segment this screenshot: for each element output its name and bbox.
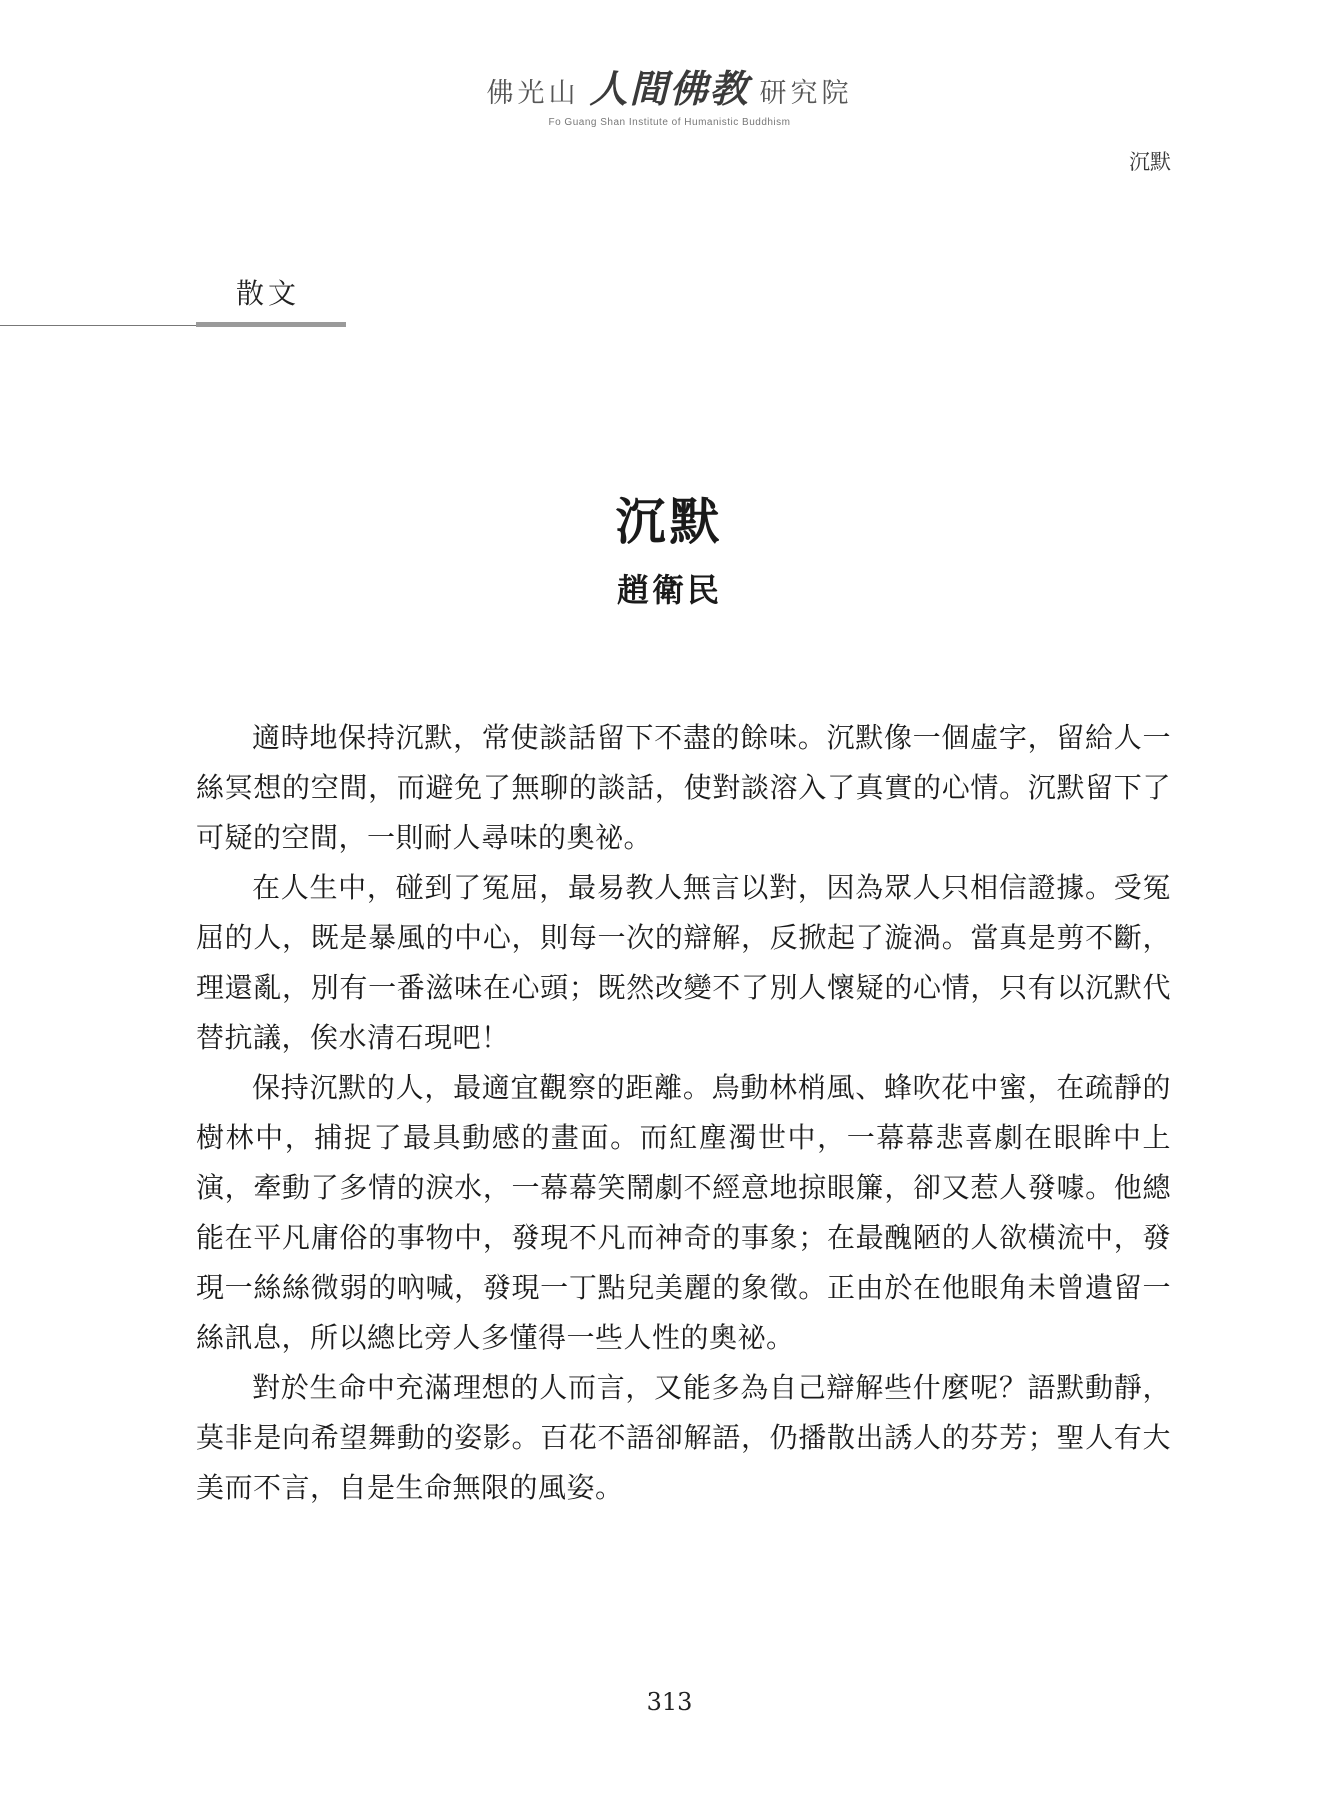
- running-head: 沉默: [1129, 150, 1171, 174]
- paragraph-4: 對於生命中充滿理想的人而言，又能多為自己辯解些什麼呢？語默動靜，莫非是向希望舞動的姿影。百花不語卻解語，仍播散出誘人的芬芳；聖人有大美而不言，自是生命無限的風姿。: [196, 1371, 1171, 1504]
- logo-suffix: 研究院: [759, 78, 853, 109]
- page-number: 313: [646, 1688, 693, 1716]
- paragraph-3: 保持沉默的人，最適宜觀察的距離。鳥動林梢風、蜂吹花中蜜，在疏靜的樹林中，捕捉了最具動感的畫面。而紅塵濁世中，一幕幕悲喜劇在眼眸中上演，牽動了多情的淚水，一幕幕笑鬧劇不經意地掠眼簾，卻又惹人發噱。他總能在平凡庸俗的事物中，發現不凡而神奇的事象；在最醜陋的人欲橫流中，發現一絲絲微弱的吶喊，發現一丁點兒美麗的象徵。正由於在他眼角未曾遺留一絲訊息，所以總比旁人多懂得一些人性的奧祕。: [196, 1071, 1171, 1354]
- logo-main: 人間佛教: [589, 66, 750, 111]
- article-title: 沉默: [615, 491, 724, 551]
- section-label: 散文: [236, 277, 301, 310]
- article-author: 趙衛民: [616, 571, 722, 609]
- section-rule: [0, 325, 196, 326]
- section-rule-accent: [196, 322, 346, 327]
- logo-prefix: 佛光山: [486, 78, 580, 109]
- logo-english-name: Fo Guang Shan Institute of Humanistic Buddhism: [548, 117, 791, 128]
- publisher-logo: [486, 58, 852, 113]
- article-body: [196, 713, 1171, 1513]
- paragraph-1: 適時地保持沉默，常使談話留下不盡的餘味。沉默像一個虛字，留給人一絲冥想的空間，而避免了無聊的談話，使對談溶入了真實的心情。沉默留下了可疑的空間，一則耐人尋味的奧祕。: [196, 721, 1171, 854]
- publisher-header: [0, 58, 1339, 128]
- paragraph-2: 在人生中，碰到了冤屈，最易教人無言以對，因為眾人只相信證據。受冤屈的人，既是暴風的中心，則每一次的辯解，反掀起了漩渦。當真是剪不斷，理還亂，別有一番滋味在心頭；既然改變不了別人懷疑的心情，只有以沉默代替抗議，俟水清石現吧！: [196, 871, 1171, 1054]
